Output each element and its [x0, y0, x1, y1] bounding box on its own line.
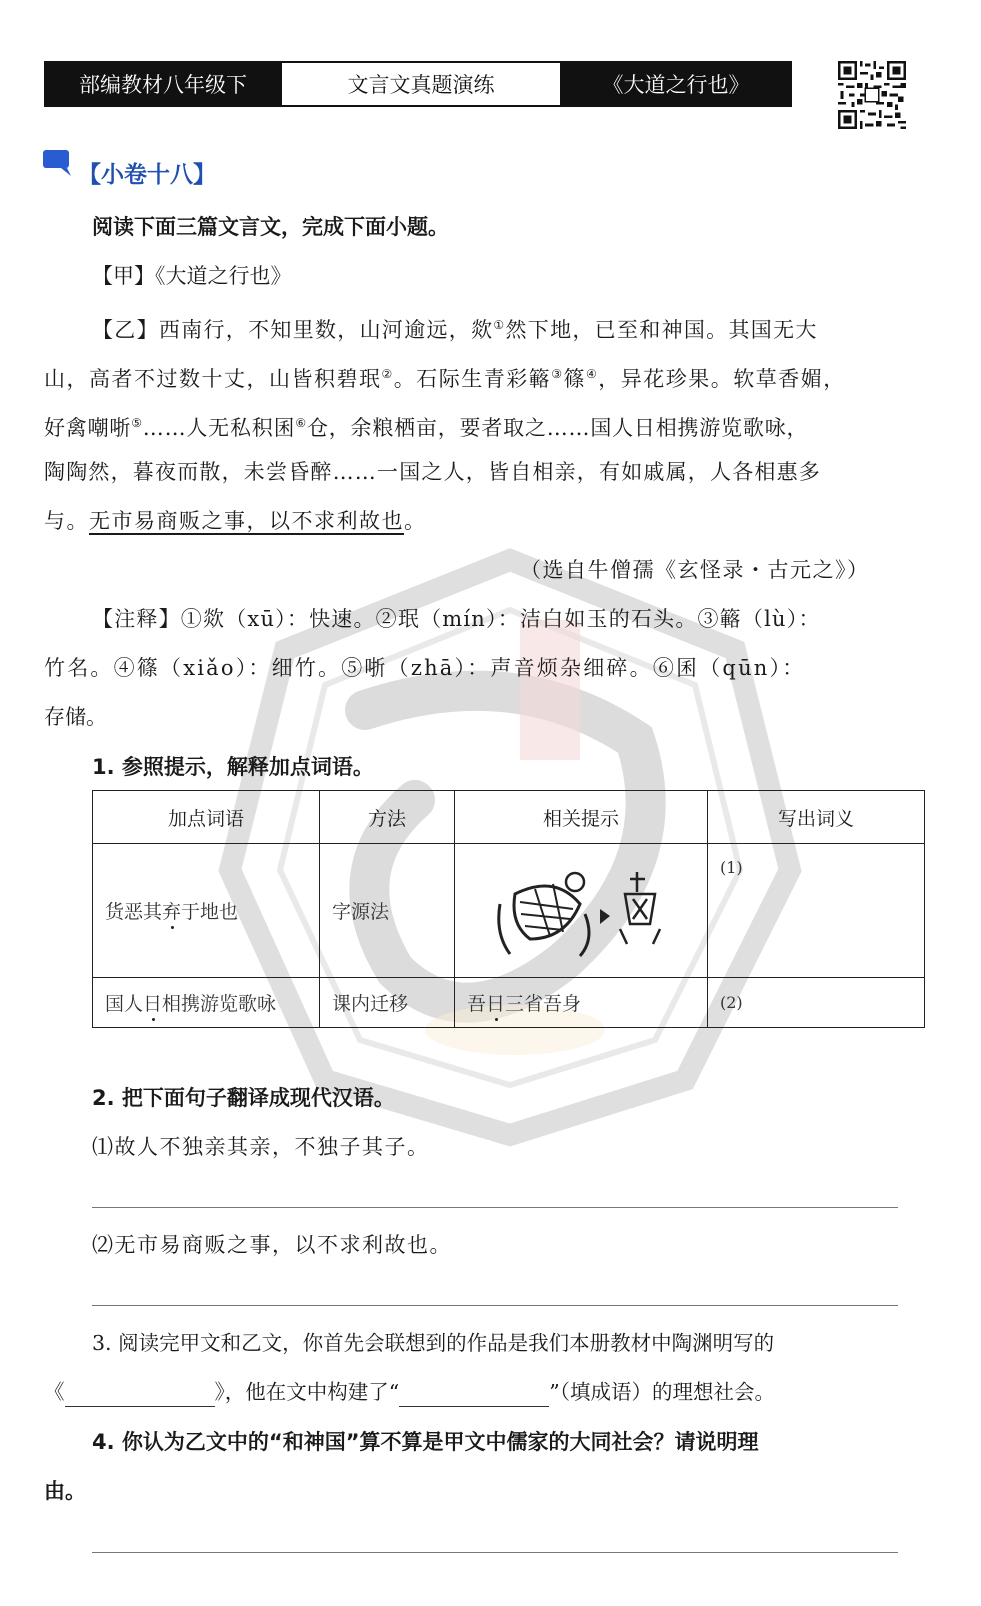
q4-line-1: 4. 你认为乙文中的“和神国”算不算是甲文中儒家的大同社会？请说明理 — [92, 1430, 759, 1454]
notes-line-1: 【注释】①欻（xū）：快速。②珉（mín）：洁白如玉的石头。③簵（lù）： — [92, 607, 821, 631]
q2-answer-line-1[interactable] — [92, 1207, 898, 1208]
header-section: 文言文真题演练 — [280, 63, 562, 105]
q3-blank-idiom[interactable] — [399, 1384, 549, 1407]
notes-line-3: 存储。 — [44, 705, 107, 729]
q1-r1-word: 货恶其弃于地也 — [93, 844, 320, 978]
passage-yi-line-5: 与。无市易商贩之事，以不求利故也。 — [44, 509, 427, 533]
q1-r1-hint — [455, 844, 708, 978]
table-row — [93, 844, 925, 978]
instruction: 阅读下面三篇文言文，完成下面小题。 — [92, 215, 449, 239]
q1-header-hint: 相关提示 — [455, 791, 708, 844]
q1-header-meaning: 写出词义 — [708, 791, 925, 844]
header-title: 《大道之行也》 — [562, 63, 790, 105]
q4-answer-line[interactable] — [92, 1552, 898, 1553]
q1-header-method: 方法 — [320, 791, 455, 844]
notes-line-2: 竹名。④篠（xiǎo）：细竹。⑤哳（zhā）：声音烦杂细碎。⑥囷（qūn）： — [44, 656, 806, 680]
q3-blank-title[interactable] — [65, 1384, 215, 1407]
qr-code-icon — [838, 61, 906, 129]
passage-yi-line-1: 【乙】西南行，不知里数，山河逾远，欻①然下地，已至和神国。其国无大 — [92, 318, 818, 342]
passage-jia: 【甲】《大道之行也》 — [92, 264, 292, 288]
q1-r2-hint: 吾日三省吾身 — [455, 978, 708, 1028]
q1-r2-word: 国人日相携游览歌咏 — [93, 978, 320, 1028]
q2-title: 2. 把下面句子翻译成现代汉语。 — [92, 1086, 395, 1110]
passage-yi-line-3: 好禽嘲哳⑤……人无私积囷⑥仓，余粮栖亩，要者取之……国人日相携游览歌咏， — [44, 416, 809, 440]
q2-sentence-2: ⑵无市易商贩之事，以不求利故也。 — [92, 1233, 452, 1257]
table-row — [93, 978, 925, 1028]
q1-table — [92, 790, 925, 1028]
paper-title: 【小卷十八】 — [78, 162, 216, 188]
q2-sentence-1: ⑴故人不独亲其亲，不独子其子。 — [92, 1135, 430, 1159]
oracle-bone-baby-basket-icon — [455, 844, 705, 972]
q2-answer-line-2[interactable] — [92, 1305, 898, 1306]
q1-r1-answer[interactable]: (1) — [708, 844, 925, 978]
q1-title: 1. 参照提示，解释加点词语。 — [92, 755, 374, 779]
passage-yi-line-4: 陶陶然，暮夜而散，未尝昏醉……一国之人，皆自相亲，有如戚属，人各相惠多 — [44, 460, 821, 484]
q1-header-word: 加点词语 — [93, 791, 320, 844]
q4-line-2: 由。 — [44, 1479, 86, 1503]
underlined-sentence: 无市易商贩之事，以不求利故也 — [89, 509, 404, 533]
q1-r1-method: 字源法 — [320, 844, 455, 978]
q1-r2-method: 课内迁移 — [320, 978, 455, 1028]
q1-r2-answer[interactable]: (2) — [708, 978, 925, 1028]
q3-line-2: 《 》，他在文中构建了“ ”（填成语）的理想社会。 — [44, 1377, 914, 1407]
q3-line-1: 3. 阅读完甲文和乙文，你首先会联想到的作品是我们本册教材中陶渊明写的 — [92, 1331, 775, 1355]
passage-yi-line-2: 山，高者不过数十丈，山皆积碧珉②。石际生青彩簵③篠④，异花珍果。软草香媚， — [44, 367, 846, 391]
section-marker-icon — [43, 150, 73, 176]
header-bar — [44, 61, 792, 107]
header-grade: 部编教材八年级下 — [46, 63, 280, 105]
passage-source: （选自牛僧孺《玄怪录・古元之》） — [520, 558, 870, 582]
